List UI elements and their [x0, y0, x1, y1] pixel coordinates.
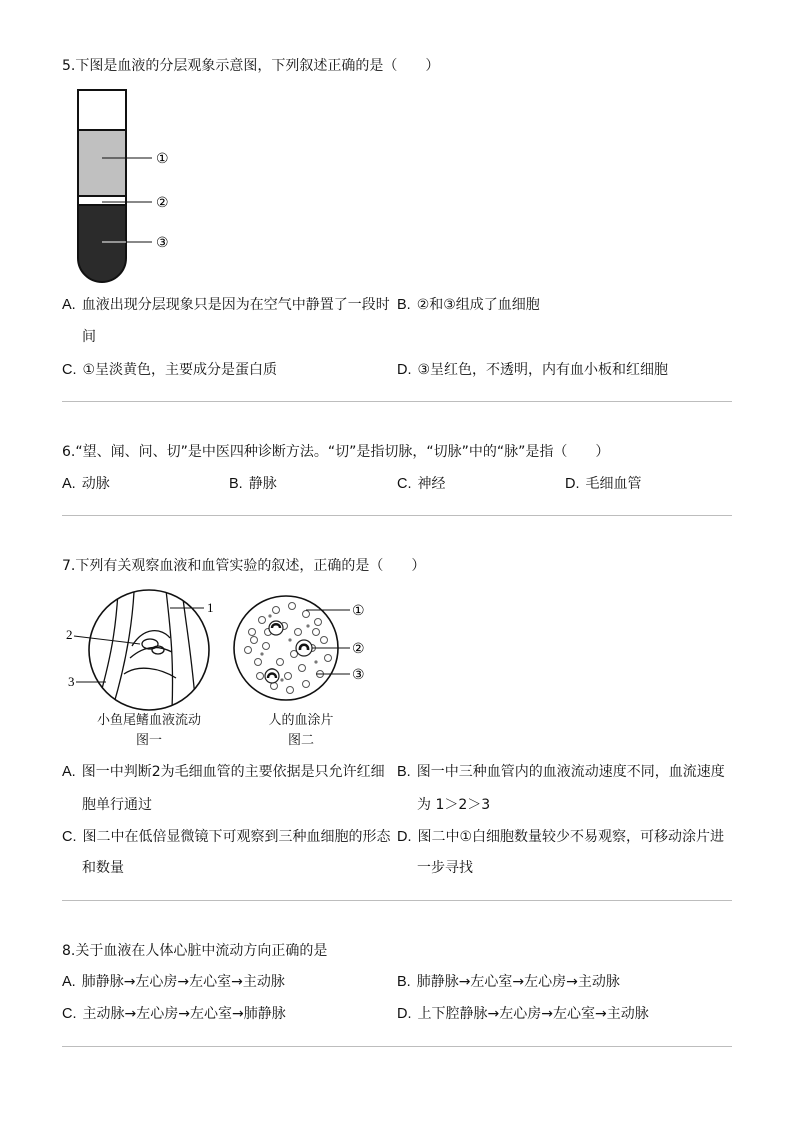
q5-option-b[interactable]	[397, 289, 540, 321]
option-key: A.	[62, 764, 76, 780]
option-key: D.	[397, 829, 412, 845]
option-key: D.	[397, 362, 412, 378]
option-text: 静脉	[248, 476, 277, 492]
fish-tail-blood-flow-figure	[62, 586, 232, 716]
fig2-caption: 人的血涂片	[268, 713, 334, 728]
option-text: 肺静脉→左心房→左心室→主动脉	[81, 974, 285, 990]
q6-option-b[interactable]	[229, 468, 277, 500]
blood-smear-figure	[232, 592, 382, 712]
option-key: D.	[397, 1006, 412, 1022]
fig1-caption: 小鱼尾鳍血液流动	[96, 713, 201, 728]
q8-option-d[interactable]	[397, 998, 649, 1030]
option-text: 图一中判断2为毛细血管的主要依据是只允许红细	[81, 764, 385, 780]
divider	[62, 515, 732, 516]
q7-option-a-cont: 胞单行通过	[82, 797, 152, 813]
fig1-label-1: 1	[207, 600, 214, 615]
q5-option-c[interactable]	[62, 354, 277, 386]
option-key: B.	[397, 764, 411, 780]
option-text: 神经	[417, 476, 446, 492]
divider	[62, 401, 732, 402]
q7-option-b[interactable]	[397, 756, 725, 788]
q8-stem: 8.关于血液在人体心脏中流动方向正确的是	[62, 943, 328, 959]
option-key: A.	[62, 974, 76, 990]
fig2-label-2: ②	[352, 642, 365, 657]
option-text: 毛细血管	[585, 476, 642, 492]
fig1-label-2: 2	[66, 627, 73, 642]
q6-option-a[interactable]	[62, 468, 110, 500]
fig2-label-3: ③	[352, 668, 365, 683]
q7-stem: 7.下列有关观察血液和血管实验的叙述，正确的是（ ）	[62, 558, 426, 574]
q5-option-a[interactable]	[62, 289, 390, 321]
option-key: B.	[229, 476, 243, 492]
q8-option-c[interactable]	[62, 998, 286, 1030]
option-key: A.	[62, 297, 76, 313]
option-text: ③呈红色，不透明，内有血小板和红细胞	[417, 362, 669, 378]
option-text: ①呈淡黄色，主要成分是蛋白质	[82, 362, 278, 378]
fig1-label-3: 3	[68, 674, 75, 689]
option-text: 图一中三种血管内的血液流动速度不同，血流速度	[416, 764, 725, 780]
option-text: 肺静脉→左心室→左心房→主动脉	[416, 974, 620, 990]
q7-option-b-cont: 为 1＞2＞3	[417, 797, 491, 813]
q5-option-a-cont: 间	[82, 329, 96, 345]
option-text: 上下腔静脉→左心房→左心室→主动脉	[417, 1006, 649, 1022]
q6-option-c[interactable]	[397, 468, 446, 500]
option-text: 图二中①白细胞数量较少不易观察，可移动涂片进	[417, 829, 725, 845]
fig2-name: 图二	[287, 733, 314, 748]
blood-tube-diagram	[70, 86, 200, 286]
option-key: C.	[62, 1006, 77, 1022]
option-key: A.	[62, 476, 76, 492]
option-text: 动脉	[81, 476, 110, 492]
q6-stem: 6.“望、闻、问、切”是中医四种诊断方法。“切”是指切脉，“切脉”中的“脉”是指（ ）	[62, 444, 610, 460]
q8-option-a[interactable]	[62, 966, 285, 998]
q7-option-d[interactable]	[397, 821, 724, 853]
divider	[62, 900, 732, 901]
option-text: 图二中在低倍显微镜下可观察到三种血细胞的形态	[82, 829, 391, 845]
option-key: C.	[62, 829, 77, 845]
q8-option-b[interactable]	[397, 966, 620, 998]
label-1: ①	[156, 152, 169, 167]
fig1-name: 图一	[135, 733, 162, 748]
label-2: ②	[156, 196, 169, 211]
q5-stem: 5.下图是血液的分层观象示意图，下列叙述正确的是（ ）	[62, 58, 440, 74]
option-text: 主动脉→左心房→左心室→肺静脉	[82, 1006, 286, 1022]
option-key: C.	[397, 476, 412, 492]
fig2-label-1: ①	[352, 604, 365, 619]
option-key: B.	[397, 974, 411, 990]
q6-option-d[interactable]	[565, 468, 642, 500]
q7-option-d-cont: 一步寻找	[417, 860, 473, 876]
option-key: C.	[62, 362, 77, 378]
q7-option-a[interactable]	[62, 756, 385, 788]
q5-option-d[interactable]	[397, 354, 668, 386]
option-text: ②和③组成了血细胞	[416, 297, 540, 313]
option-key: D.	[565, 476, 580, 492]
option-text: 血液出现分层现象只是因为在空气中静置了一段时	[81, 297, 390, 313]
q7-option-c[interactable]	[62, 821, 391, 853]
divider	[62, 1046, 732, 1047]
option-key: B.	[397, 297, 411, 313]
q7-option-c-cont: 和数量	[82, 860, 124, 876]
label-3: ③	[156, 236, 169, 251]
